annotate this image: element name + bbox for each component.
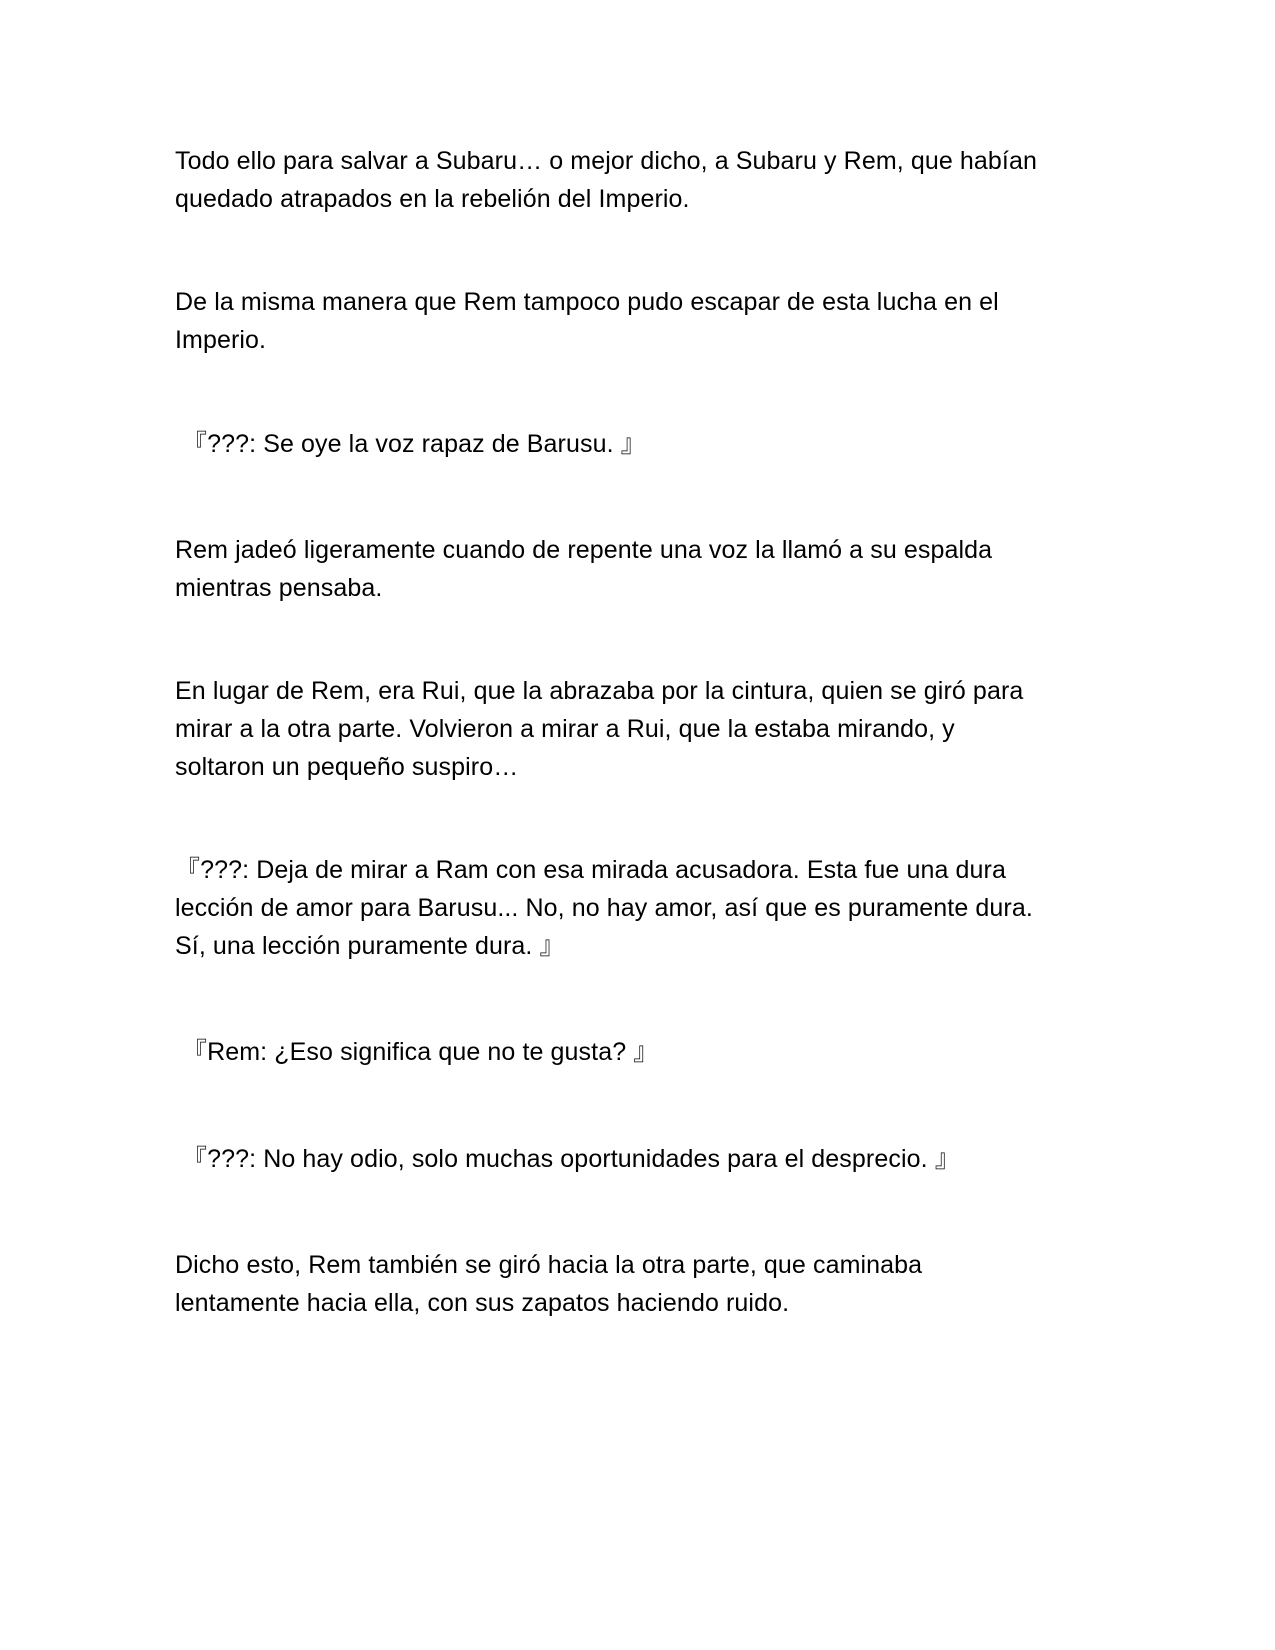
dialogue-line-4: 『???: No hay odio, solo muchas oportunidades para el desprecio. 』 [182,1145,960,1173]
paragraph-5: Dicho esto, Rem también se giró hacia la otra parte, que caminaba lentamente hacia ella, con sus zapatos haciendo ruido. [175,1251,923,1317]
paragraph-2: De la misma manera que Rem tampoco pudo escapar de esta lucha en el Imperio. [175,288,999,354]
paragraph-1: Todo ello para salvar a Subaru… o mejor dicho, a Subaru y Rem, que habían quedado atrapados en la rebelión del Imperio. [175,147,1037,213]
paragraph-3: Rem jadeó ligeramente cuando de repente una voz la llamó a su espalda mientras pensaba. [175,536,993,602]
dialogue-line-1: 『???: Se oye la voz rapaz de Barusu. 』 [182,430,646,458]
paragraph-4: En lugar de Rem, era Rui, que la abrazaba por la cintura, quien se giró para mirar a la otra parte. Volvieron a mirar a Rui, que la estaba mirando, y soltaron un pequeño suspiro… [175,677,1024,781]
dialogue-line-3: 『Rem: ¿Eso significa que no te gusta? 』 [182,1038,659,1066]
dialogue-line-2: 『???: Deja de mirar a Ram con esa mirada acusadora. Esta fue una dura lección de amor para Barusu... No, no hay amor, así que es puramente dura. Sí, una lección puramente dura. 』 [175,856,1033,960]
